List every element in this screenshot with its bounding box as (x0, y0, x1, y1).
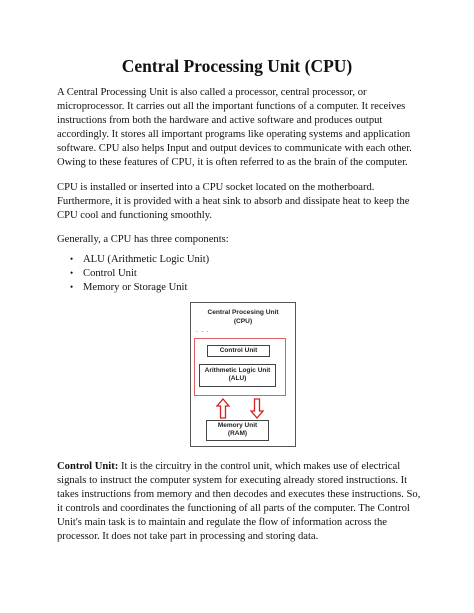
control-unit-label: Control Unit (219, 347, 258, 354)
list-item (57, 281, 209, 295)
memory-unit-box (206, 420, 269, 441)
bullet-icon: • (70, 281, 74, 292)
memory-label-line2: (RAM) (227, 430, 248, 437)
control-unit-heading: Control Unit: (57, 461, 119, 472)
diagram-dots: . . . (196, 328, 210, 334)
bullet-icon: • (70, 254, 74, 264)
alu-box (199, 364, 276, 387)
list-item-text: Memory or Storage Unit (83, 281, 188, 293)
control-unit-box (207, 345, 270, 357)
components-list (57, 253, 209, 294)
bullet-icon: • (70, 267, 74, 278)
arrow-down-icon (251, 399, 263, 418)
diagram-title-line1: Central Procesing Unit (207, 309, 279, 316)
list-item-text: ALU (Arithmetic Logic Unit) (83, 254, 210, 265)
control-unit-paragraph (57, 460, 425, 543)
alu-label-line2: (ALU) (228, 375, 247, 382)
diagram-title-line2: (CPU) (233, 318, 253, 325)
control-unit-text: It is the circuitry in the control unit, which makes use of electrical signals to instruct the computer system for executing already stored instructions. It takes instructions from memory and then decodes and executes these instructions. So, it controls and coordinates the functioning of all parts of the computer. The Control Unit's main task is to maintain and regulate the flow of information across the processor. It does not take part in processing and storing data. (57, 461, 421, 542)
cpu-diagram (190, 302, 296, 447)
data-flow-arrows (216, 398, 270, 420)
diagram-title (191, 308, 295, 326)
memory-label-line1: Memory Unit (217, 422, 258, 429)
page-title: Central Processing Unit (CPU) (121, 56, 353, 76)
list-item (57, 267, 209, 281)
alu-label-line1: Arithmetic Logic Unit (204, 367, 271, 374)
list-item (57, 253, 209, 267)
components-intro-paragraph: Generally, a CPU has three components: (57, 234, 229, 245)
intro-paragraph: A Central Processing Unit is also called a processor, central processor, or microprocessor. It carries out all the important functions of a computer. It receives instructions from both the hardware and active software and produces output accordingly. It stores all important programs like operating systems and application software. CPU also helps Input and output devices to communicate with each other. Owing to these features of CPU, it is often referred to as the brain of the computer. (57, 87, 412, 168)
socket-paragraph: CPU is installed or inserted into a CPU socket located on the motherboard. Furthermore, it is provided with a heat sink to absorb and dissipate heat to keep the CPU cool and functioning smoothly. (57, 182, 410, 221)
list-item-text: Control Unit (83, 267, 137, 279)
arrow-up-icon (217, 399, 229, 418)
